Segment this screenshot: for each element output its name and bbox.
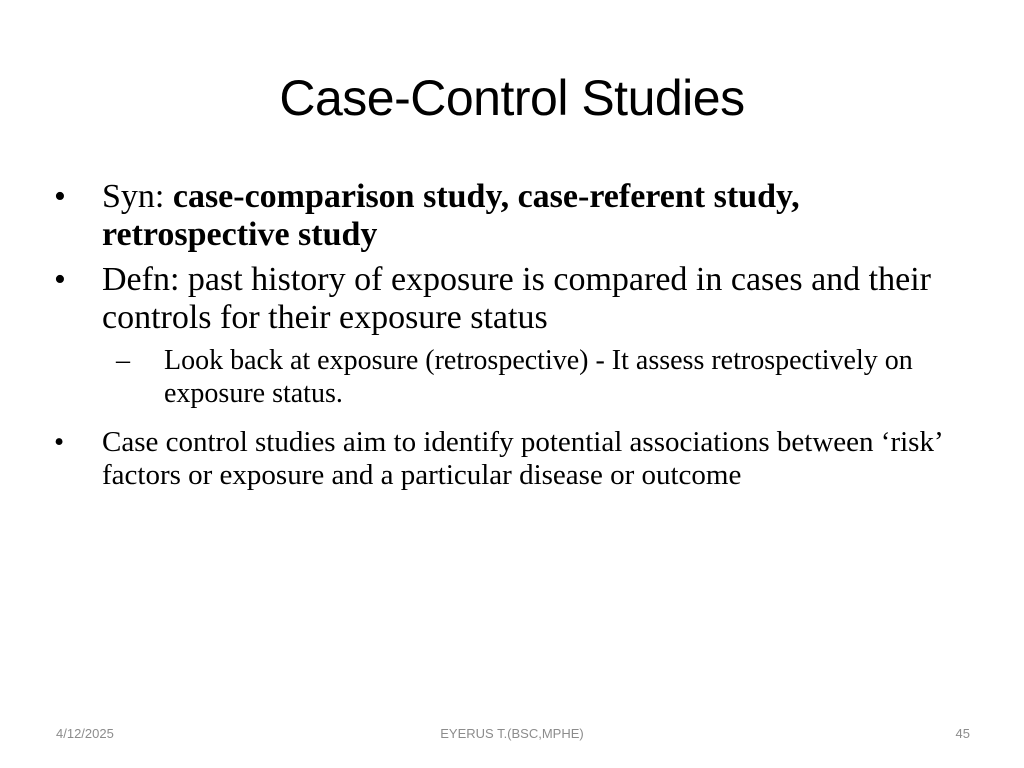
dash-icon: – bbox=[116, 345, 130, 376]
slide-body bbox=[50, 178, 950, 492]
definition-text: Defn: past history of exposure is compared in cases and their controls for their exposure status bbox=[102, 261, 931, 336]
bullet-icon: • bbox=[54, 261, 66, 298]
aim-text: Case control studies aim to identify potential associations between ‘risk’ factors or exposure and a particular disease or outcome bbox=[102, 426, 942, 491]
slide-title: Case-Control Studies bbox=[279, 70, 745, 126]
synonyms-text: case-comparison study, case-referent study, retrospective study bbox=[102, 178, 800, 253]
bullet-item-synonyms bbox=[50, 178, 950, 254]
footer-date: 4/12/2025 bbox=[56, 726, 114, 741]
bullet-icon: • bbox=[54, 426, 65, 458]
retrospective-text: Look back at exposure (retrospective) - It assess retrospectively on exposure status. bbox=[164, 345, 913, 409]
synonyms-prefix: Syn: bbox=[102, 178, 173, 215]
footer-page-number: 45 bbox=[955, 726, 970, 741]
footer-author: EYERUS T.(BSC,MPHE) bbox=[440, 726, 584, 741]
sub-bullet-item-retrospective bbox=[50, 344, 950, 410]
bullet-item-definition bbox=[50, 261, 950, 337]
bullet-item-aim bbox=[50, 426, 950, 492]
bullet-icon: • bbox=[54, 178, 66, 215]
